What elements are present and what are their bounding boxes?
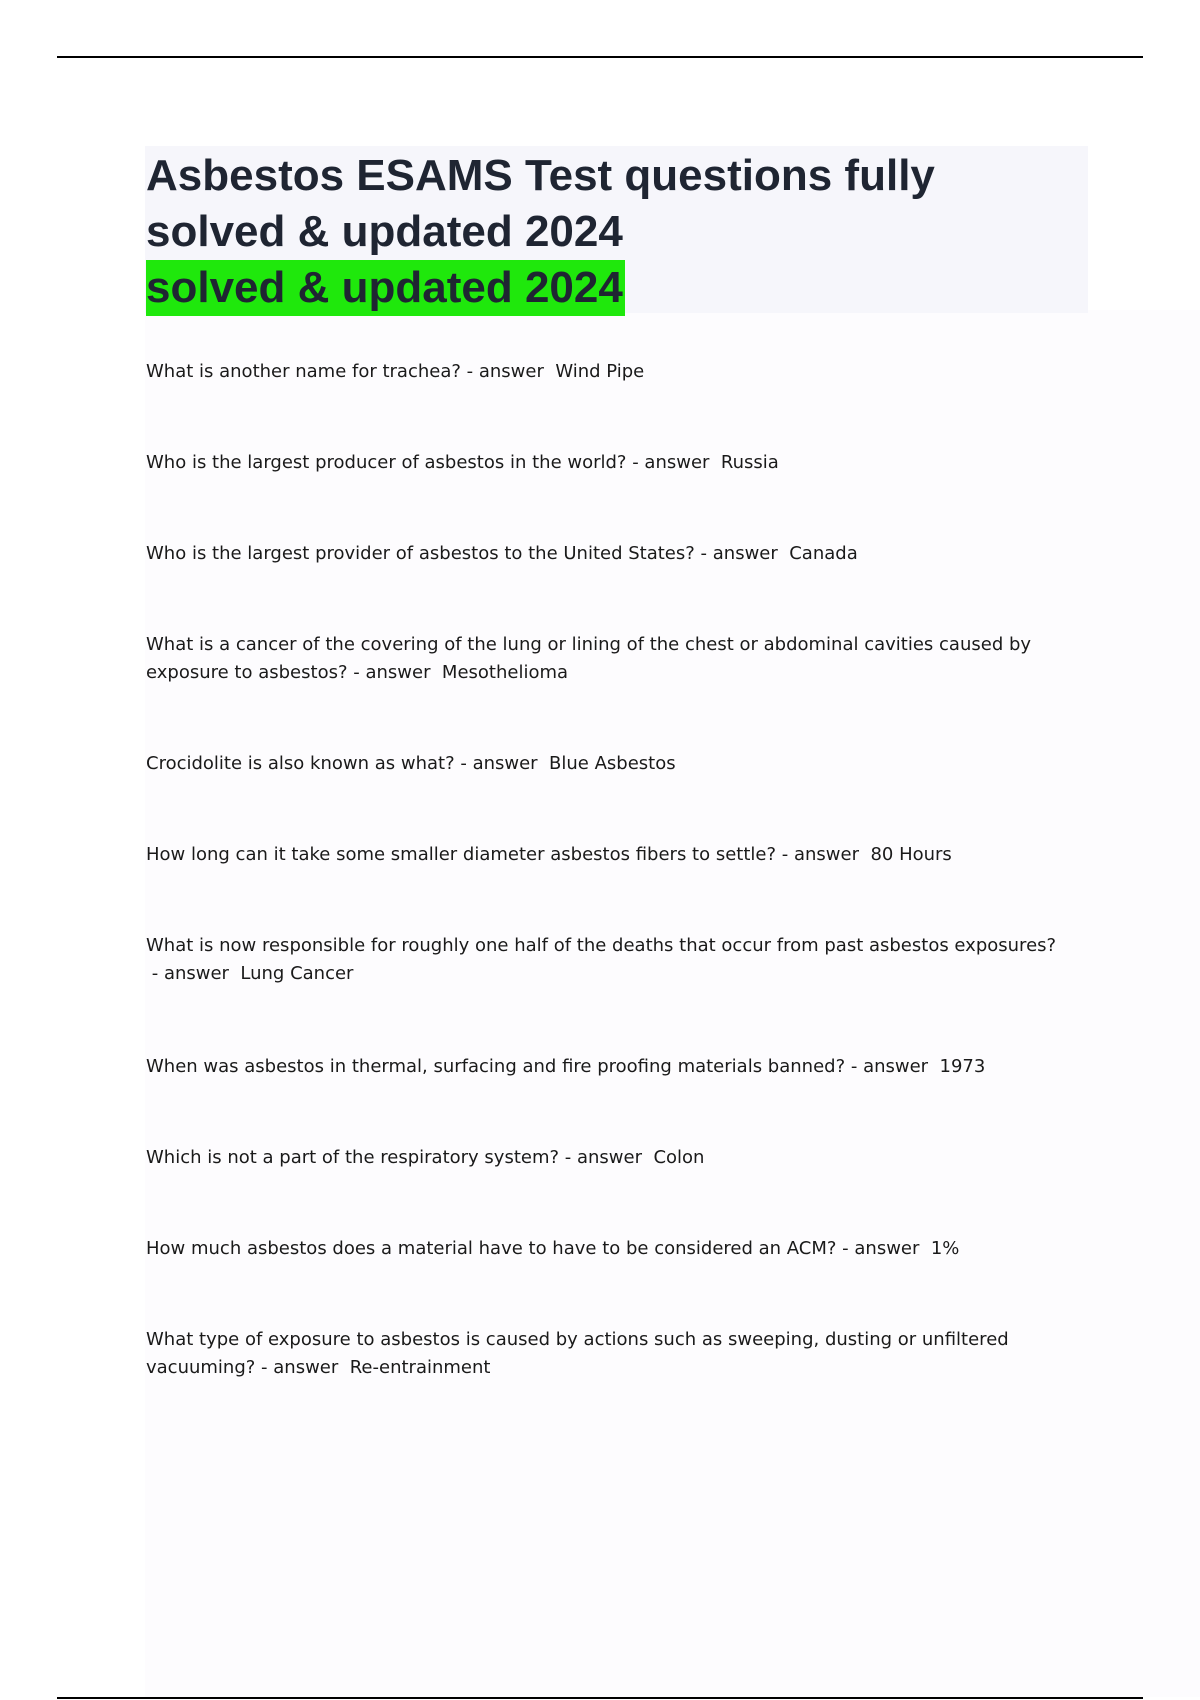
title-highlighted-line: solved & updated 2024 [146,260,625,316]
answer-text: 80 Hours [870,844,952,865]
answer-text: Re-entrainment [349,1357,491,1378]
answer-text: Blue Asbestos [549,753,676,774]
qa-item [146,1326,1086,1382]
qa-item [146,932,1086,988]
header-rule [57,56,1143,58]
answer-separator: - answer [694,543,790,564]
answer-text: Wind Pipe [555,361,645,382]
question-text: When was asbestos in thermal, surfacing and fire proofing materials banned? [146,1056,846,1077]
answer-separator: - answer [836,1238,931,1259]
question-text: Which is not a part of the respiratory system? [146,1147,560,1168]
qa-item [146,750,1086,778]
content-background [145,310,1200,1697]
qa-item [146,449,1086,477]
question-text: What is another name for trachea? [146,361,461,382]
qa-item [146,1053,1086,1081]
answer-text: Canada [789,543,858,564]
question-text: What is a cancer of the covering of the lung or lining of the chest or abdominal cavities caused by exposure to asbestos? [146,634,1032,683]
answer-separator: - answer [460,361,556,382]
qa-item [146,1144,1086,1172]
answer-text: 1973 [939,1056,986,1077]
answer-separator: - answer [776,844,871,865]
answer-text: Lung Cancer [240,963,354,984]
footer-rule [57,1697,1143,1699]
question-text: How much asbestos does a material have to have to be considered an ACM? [146,1238,837,1259]
document-title [146,148,1076,316]
answer-text: Colon [653,1147,705,1168]
answer-separator: - answer [845,1056,940,1077]
answer-separator: - answer [347,662,442,683]
answer-text: Mesothelioma [441,662,569,683]
answer-text: 1% [930,1238,960,1259]
answer-separator: - answer [454,753,550,774]
qa-item [146,631,1086,687]
answer-separator: - answer [146,963,241,984]
question-text: What type of exposure to asbestos is caused by actions such as sweeping, dusting or unfiltered vacuuming? [146,1329,1009,1378]
title-line-2: solved & updated 2024 [146,207,623,256]
question-text: How long can it take some smaller diameter asbestos fibers to settle? [146,844,777,865]
answer-separator: - answer [255,1357,350,1378]
title-line-1: Asbestos ESAMS Test questions fully [146,151,935,200]
question-text: Crocidolite is also known as what? [146,753,455,774]
answer-text: Russia [720,452,779,473]
question-text: What is now responsible for roughly one half of the deaths that occur from past asbestos exposures? [146,935,1057,956]
qa-item [146,841,1086,869]
qa-item [146,1235,1086,1263]
qa-item [146,358,1086,386]
answer-separator: - answer [626,452,721,473]
question-text: Who is the largest producer of asbestos in the world? [146,452,627,473]
answer-separator: - answer [559,1147,654,1168]
qa-item [146,540,1086,568]
question-text: Who is the largest provider of asbestos to the United States? [146,543,695,564]
